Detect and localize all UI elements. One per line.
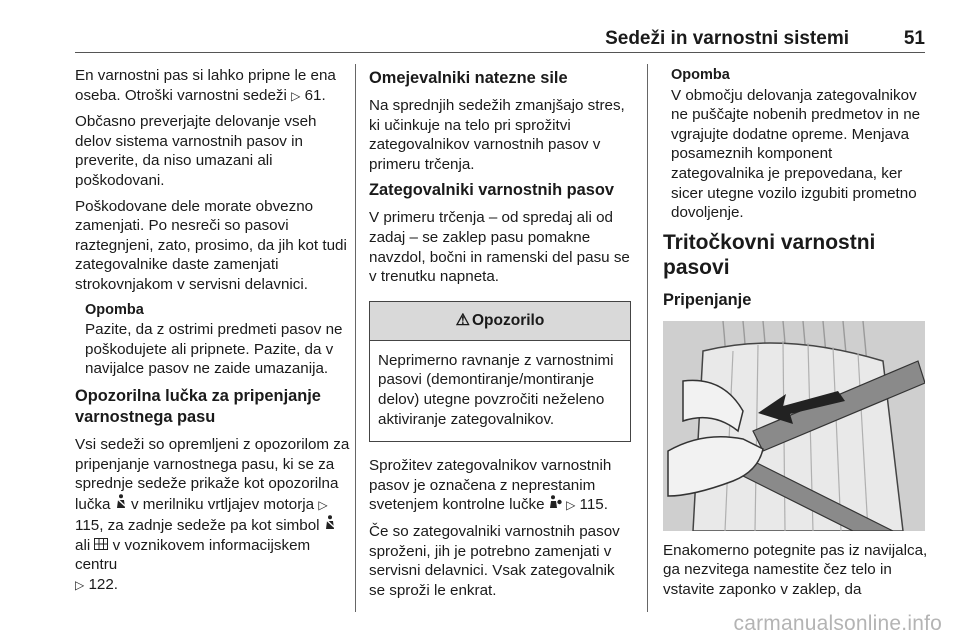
page-header-title: Sedeži in varnostni sistemi (605, 28, 849, 49)
warning-header (370, 302, 630, 341)
ref-arrow-icon: ▷ (291, 88, 301, 103)
seatbelt-pretensioner-icon (549, 496, 562, 513)
paragraph: Na sprednjih sedežih zmanjšajo stres, ki učinkuje na telo pri sprožitvi zategovalnikov varnostnih pasov v primeru trčenja. (369, 97, 625, 173)
paragraph-text: Vsi sedeži so opremljeni z opozorilom za pripenjanje varnostnega pasu, ki se za sprednje sedeže prikaže kot opozorilna lučka (75, 435, 350, 513)
watermark: carmanualsonline.info (733, 612, 942, 635)
note-block (671, 66, 928, 223)
section-heading: Opozorilna lučka za pripenjanje varnostnega pasu (75, 386, 321, 426)
page-reference[interactable]: 61. (304, 86, 326, 104)
paragraph-text: 115, za zadnje sedeže pa kot simbol (75, 517, 320, 535)
warning-triangle-icon: ⚠ (455, 311, 470, 329)
section-heading: Omejevalniki natezne sile (369, 69, 568, 87)
column-divider (647, 64, 648, 612)
column-middle (369, 66, 631, 606)
ref-arrow-icon: ▷ (566, 498, 576, 513)
page-reference[interactable]: 115. (579, 496, 608, 514)
seatbelt-person-icon (115, 496, 127, 513)
paragraph-text: En varnostni pas si lahko pripne le ena oseba. Otroški varnostni sedeži (75, 67, 336, 104)
sub-heading: Pripenjanje (663, 290, 752, 309)
paragraph-text: v voznikovem informacijskem centru (75, 536, 311, 574)
paragraph (75, 435, 353, 596)
page-number: 51 (903, 28, 925, 49)
paragraph-text: ali (75, 536, 91, 554)
note-text: V območju delovanja zategovalnikov ne puščajte nobenih predmetov in ne vgrajujte dodatne opreme. Menjava posameznih komponent zategovalnika je prepovedana, ker sicer utegne vozilo izgubiti prometno dovoljenje. (671, 86, 921, 222)
warning-text: Neprimerno ravnanje z varnostnimi pasovi (demontiranje/montiranje delov) utegne povzročiti neželeno aktiviranje zategovalnikov. (378, 351, 614, 428)
seatbelt-person-icon (324, 517, 336, 534)
column-right (663, 66, 928, 606)
paragraph: Če so zategovalniki varnostnih pasov sproženi, jih je potrebno zamenjati v servisni delavnici. Vsak zategovalnik se sproži le enkrat. (369, 522, 620, 599)
warning-label: Opozorilo (472, 311, 545, 329)
rear-seat-grid-icon (94, 537, 108, 554)
paragraph: Občasno preverjajte delovanje vseh delov sistema varnostnih pasov in preverite, da niso umazani ali poškodovani. (75, 113, 317, 189)
warning-box (369, 301, 631, 442)
paragraph: Poškodovane dele morate obvezno zamenjati. Po nesreči so pasovi raztegnjeni, zato, prosimo, da jih kot tudi zategovalnike daste zamenjati strokovnjakom v servisni delavnici. (75, 197, 347, 293)
note-text: Pazite, da z ostrimi predmeti pasov ne poškodujete ali pripnete. Pazite, da v navijalce pasov ne zaide umazanija. (85, 321, 343, 378)
ref-arrow-icon: ▷ (75, 578, 85, 593)
paragraph-text: v merilniku vrtljajev motorja (130, 495, 315, 513)
paragraph-text: Sprožitev zategovalnikov varnostnih pasov je označena z neprestanim svetenjem kontrolne lučke (369, 457, 612, 514)
note-label: Opomba (85, 301, 144, 318)
paragraph (75, 66, 353, 106)
section-heading: Zategovalniki varnostnih pasov (369, 181, 615, 200)
paragraph: V primeru trčenja – od spredaj ali od zadaj – se zaklep pasu pomakne navzdol, bočni in ramenski del pasu se v trenutku napneta. (369, 209, 630, 286)
page-reference[interactable]: 122. (88, 576, 119, 594)
column-divider (355, 64, 356, 612)
page-header (75, 24, 925, 53)
column-left (75, 66, 353, 602)
paragraph: Enakomerno potegnite pas iz navijalca, ga nezvitega namestite čez telo in vstavite zaponko v zaklep, da (663, 541, 928, 598)
ref-arrow-icon: ▷ (318, 497, 328, 512)
seatbelt-fastening-illustration (663, 321, 925, 531)
paragraph (369, 456, 631, 516)
note-label: Opomba (671, 67, 730, 83)
note-block (85, 301, 353, 379)
section-heading: Tritočkovni varnostni pasovi (663, 230, 876, 279)
